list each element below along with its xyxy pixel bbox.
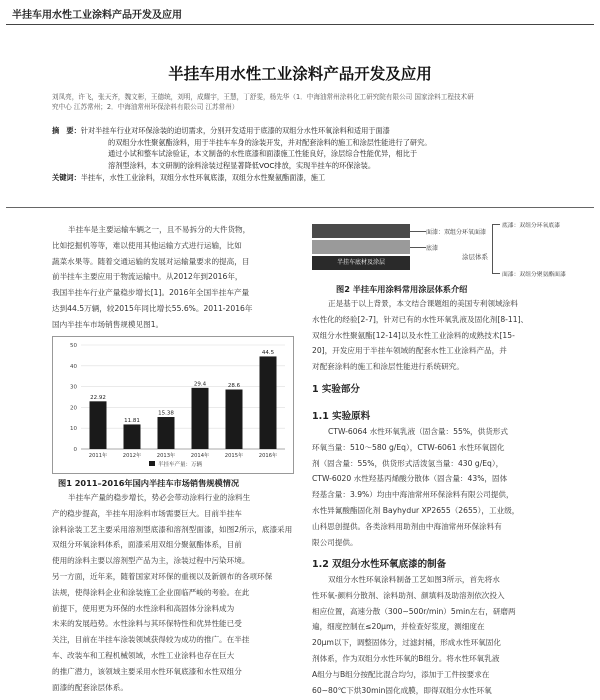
connector-line (410, 231, 426, 232)
section-heading: 1 实验部分 (312, 384, 360, 395)
text-line: 双组分水性环氧涂料制备工艺如图3所示，首先将水 (328, 575, 500, 584)
text-line: 比如挖掘机等等，难以使用其他运输方式进行运输，比如 (52, 240, 242, 250)
keywords-label: 关键词： (52, 172, 81, 182)
keywords-line (52, 172, 572, 184)
branch-a-label: 底漆：双组分环氧底漆 (502, 223, 560, 229)
abstract-divider (6, 207, 594, 208)
text-line: 使用的涂料主要以溶剂型产品为主，涂装过程中污染环境。 (52, 556, 250, 566)
text-line: 剂体系，作为双组分水性环氧的B组分。将水性环氧乳液 (312, 653, 500, 663)
text-line: 20]，开发应用于半挂车领域的配套水性工业涂料产品，并 (312, 346, 507, 356)
text-line: 未来的发展趋势。水性涂料与其环保特性和优异性能已受 (52, 619, 242, 629)
y-tick-label: 10 (70, 426, 77, 433)
data-label: 29.4 (193, 381, 207, 388)
text-line: 双组分水性聚氨酯[12-14]以及水性工业涂料的成熟技术[15- (312, 330, 515, 340)
figure-1-chart (52, 336, 294, 474)
x-tick-label: 2014年 (190, 453, 210, 459)
abstract-text: 针对半挂车行业对环保涂装的迫切需求，分别开发适用于底漆的双组分水性环氧涂料和适用于面漆 (80, 126, 390, 135)
author-line: 究中心 江苏常州；2．中海油常州环保涂料有限公司 江苏常州） (52, 103, 239, 111)
bar (124, 424, 141, 449)
materials-paragraph (312, 424, 574, 550)
right-paragraph (312, 296, 574, 375)
text-line: A组分与B组分按配比混合均匀，添加于工件按要求在 (312, 669, 490, 679)
x-tick-label: 2015年 (224, 453, 244, 459)
data-label: 22.92 (90, 394, 106, 401)
branch-b-label: 面漆：双组分聚氨酯面漆 (502, 272, 566, 278)
bar (260, 356, 277, 449)
text-line: 另一方面，近年来，随着国家对环保的重视以及新颁布的各项环保 (52, 571, 273, 581)
y-tick-label: 40 (70, 363, 77, 370)
y-tick-label: 50 (70, 343, 77, 349)
subsection-heading: 1.2 双组分水性环氧底漆的制备 (312, 559, 447, 570)
authors (52, 92, 572, 112)
bar (158, 417, 175, 449)
text-line: 相应位置，高速分散（300~500r/min）5min左右，研磨两 (312, 606, 516, 616)
text-line: 产的稳步提高，半挂车用涂料市场需要巨大。目前半挂车 (52, 508, 242, 518)
text-line: 前半挂车主要应用于物流运输中。从2012年到2016年， (52, 272, 243, 282)
text-line: 剂（固含量：55%，供货形式活泼氢当量：430 g/Eq）， (312, 458, 504, 468)
text-line: 20μm以下，调整固体分，过滤封桶，形成水性环氧固化 (312, 638, 501, 648)
text-line: 国内半挂车市场销售规模见图1。 (52, 319, 164, 329)
x-tick-label: 2013年 (156, 453, 176, 459)
abstract-line: 溶剂型涂料，本文研制的涂料涂装过程显著降低VOC排放，实现半挂车的环保涂装。 (108, 161, 376, 171)
text-line: 遍，细度控制在≤20μm，并检查好浆度，测细度在 (312, 622, 485, 632)
text-line: 半挂车产量的稳步增长，势必会带动涂料行业的涂料生 (68, 493, 251, 502)
abstract (52, 125, 572, 183)
text-line: 60~80℃下烘30min固化成膜，即得双组分水性环氧 (312, 685, 492, 695)
text-line: 的推广潜力，该领域主要采用水性环氧底漆和水性双组分 (52, 666, 242, 676)
bar (90, 401, 107, 449)
text-line: 蔬菜水果等。随着交通运输的发展对运输量要求的提高，目 (52, 256, 250, 266)
data-label: 44.5 (261, 349, 275, 356)
keywords-text: 半挂车，水性工业涂料，双组分水性环氧底漆，双组分水性聚氨酯面漆，施工 (80, 172, 326, 182)
abstract-line: 的双组分水性聚氨酯涂料，用于半挂车车身的涂装开发，并对配套涂料的施工和涂层性能进行了研究。 (108, 137, 432, 147)
figure-1-caption: 图1 2011–2016年国内半挂车市场销售规模情况 (58, 478, 240, 488)
text-line: 双组分环氧涂料体系，面漆采用双组分聚氨酯体系，目前 (52, 540, 242, 550)
bar-chart (53, 337, 293, 473)
running-header: 半挂车用水性工业涂料产品开发及应用 (12, 10, 182, 21)
intro-paragraph (52, 222, 298, 333)
text-line: CTW-6020 水性羟基丙烯酸分散体（固含量：43%，固体 (312, 474, 508, 484)
bar (192, 388, 209, 449)
bracket-line (492, 224, 493, 274)
y-tick-label: 0 (73, 447, 77, 453)
text-line: 前提下，使用更为环保的水性涂料和高固体分涂料成为 (52, 603, 235, 613)
author-line: 刘凤亮，许飞，张天齐，魏文彬，王德统，刘明，成耀宇，王慧，丁舒雯，杨先华（1．中海油常州涂料化工研究院有限公司 国家涂料工程技术研 (52, 93, 474, 101)
layer-substrate: 半挂车底材及涂层 (312, 256, 410, 270)
primer-label: 底漆 (426, 245, 439, 252)
text-line: CTW-6064 水性环氧乳液（固含量：55%，供货形式 (328, 427, 508, 436)
abstract-line (52, 125, 572, 137)
paper-title: 半挂车用水性工业涂料产品开发及应用 (168, 65, 432, 83)
left-paragraph (52, 490, 298, 695)
connector-line (410, 247, 426, 248)
text-line: 关注，目前在半挂车涂装领域获得较为成功的推广。在半挂 (52, 635, 250, 645)
bracket-line (492, 224, 500, 225)
text-line: 面漆的配套涂层体系。 (52, 682, 128, 692)
bar (226, 390, 243, 449)
data-label: 15.38 (158, 410, 174, 417)
x-tick-label: 2016年 (258, 453, 278, 459)
abstract-line: 通过小试和整车试涂验证，本文制备的水性底漆和面漆施工性能良好，涂层综合性能优异，相比于 (108, 149, 418, 159)
text-line: 环氧当量：510～580 g/Eq），CTW-6061 水性环氧固化 (312, 442, 505, 452)
text-line: 性环氧-颜料分散剂、涂料助剂、颜填料及助溶剂依次投入 (312, 590, 505, 600)
text-line: 我国半挂车行业产量稳步增长[1]。2016年全国半挂车产量 (52, 288, 250, 298)
y-tick-label: 20 (70, 405, 77, 412)
text-line: 涂料涂装工艺主要采用溶剂型底漆和溶剂型面漆，如图2所示，底漆采用 (52, 524, 293, 534)
text-line: 正是基于以上背景，本文结合课题组的美国专利领域涂料 (328, 299, 518, 308)
data-label: 28.6 (227, 383, 241, 390)
text-line: 达到44.5万辆，较2015年同比增长55.6%。2011-2016年 (52, 303, 253, 313)
text-line: 限公司提供。 (312, 537, 358, 547)
text-line: 车、改装车和工程机械领域，水性工业涂料也存在巨大 (52, 650, 235, 660)
system-label: 涂层体系 (462, 253, 488, 261)
text-line: 水性化的经验[2-7]，针对已有的水性环氧乳液及固化剂[8-11]、 (312, 314, 529, 324)
figure-2-diagram (312, 218, 574, 290)
prep-paragraph (312, 572, 574, 698)
bracket-line (492, 273, 500, 274)
subsection-heading: 1.1 实验原料 (312, 411, 371, 422)
text-line: 半挂车是主要运输车辆之一，且不易拆分的大件货物， (68, 225, 251, 234)
abstract-label: 摘 要： (52, 126, 81, 135)
legend-swatch (149, 461, 155, 466)
text-line: 法规，使得涂料企业和涂装施工企业面临严峻的考验。在此 (52, 587, 250, 597)
layer-primer (312, 240, 410, 254)
data-label: 11.81 (124, 417, 140, 424)
layer-topcoat (312, 224, 410, 238)
x-tick-label: 2012年 (122, 453, 142, 459)
text-line: 水性异氰酸酯固化剂 Bayhydur XP2655（2655），工业级， (312, 505, 520, 515)
figure-2-caption: 图2 半挂车用涂料常用涂层体系介绍 (336, 284, 468, 294)
text-line: 山科思创提供。各类涂料用助剂由中海油常州环保涂料有 (312, 521, 502, 531)
x-tick-label: 2011年 (88, 453, 108, 459)
text-line: 羟基含量：3.9%）均由中海油常州环保涂料有限公司提供， (312, 490, 514, 500)
header-rule (6, 24, 594, 25)
y-tick-label: 30 (70, 384, 77, 391)
topcoat-label: 面漆：双组分环氧面漆 (426, 229, 487, 236)
legend-label: 半挂车产量：万辆 (158, 462, 203, 468)
text-line: 对配套涂料的施工和涂层性能进行系统研究。 (312, 362, 464, 372)
